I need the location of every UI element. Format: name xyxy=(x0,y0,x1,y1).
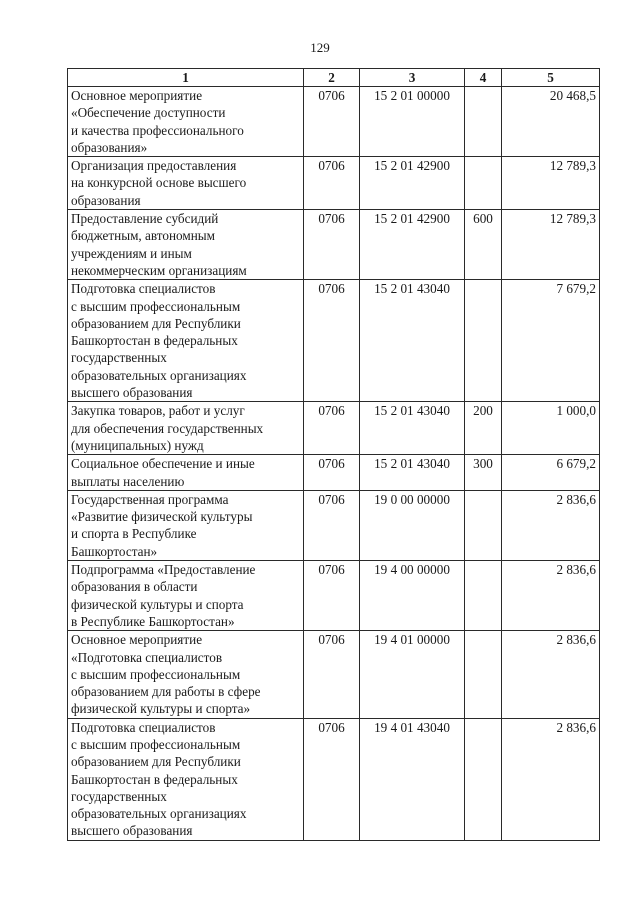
budget-table xyxy=(67,68,600,841)
row-name: Государственная программа «Развитие физической культуры и спорта в Республике Башкортостан» xyxy=(68,490,304,560)
row-name: Подготовка специалистов с высшим профессиональным образованием для Республики Башкортостан в федеральных государственных образовательных организациях высшего образования xyxy=(68,718,304,840)
row-amount: 2 836,6 xyxy=(502,718,600,840)
row-amount: 2 836,6 xyxy=(502,631,600,718)
row-amount: 2 836,6 xyxy=(502,561,600,631)
row-amount: 12 789,3 xyxy=(502,157,600,210)
row-code: 15 2 01 43040 xyxy=(360,455,465,491)
row-type: 300 xyxy=(465,455,502,491)
row-amount: 6 679,2 xyxy=(502,455,600,491)
table-row xyxy=(68,561,600,631)
row-code: 15 2 01 42900 xyxy=(360,157,465,210)
row-code: 15 2 01 43040 xyxy=(360,402,465,455)
row-section: 0706 xyxy=(304,490,360,560)
row-type xyxy=(465,718,502,840)
row-name: Организация предоставления на конкурсной основе высшего образования xyxy=(68,157,304,210)
row-amount: 7 679,2 xyxy=(502,280,600,402)
header-col-4: 4 xyxy=(465,69,502,87)
row-type xyxy=(465,490,502,560)
table-row xyxy=(68,280,600,402)
row-type: 600 xyxy=(465,210,502,280)
row-section: 0706 xyxy=(304,87,360,157)
row-section: 0706 xyxy=(304,631,360,718)
row-code: 19 4 00 00000 xyxy=(360,561,465,631)
row-code: 19 0 00 00000 xyxy=(360,490,465,560)
row-type xyxy=(465,280,502,402)
row-section: 0706 xyxy=(304,210,360,280)
row-name: Социальное обеспечение и иные выплаты населению xyxy=(68,455,304,491)
page-number: 129 xyxy=(310,40,330,55)
row-amount: 20 468,5 xyxy=(502,87,600,157)
table-row xyxy=(68,455,600,491)
row-type xyxy=(465,561,502,631)
table-row xyxy=(68,631,600,718)
header-col-1: 1 xyxy=(68,69,304,87)
row-amount: 12 789,3 xyxy=(502,210,600,280)
row-type xyxy=(465,157,502,210)
row-name: Подпрограмма «Предоставление образования в области физической культуры и спорта в Республике Башкортостан» xyxy=(68,561,304,631)
row-name: Основное мероприятие «Обеспечение доступности и качества профессионального образования» xyxy=(68,87,304,157)
row-code: 19 4 01 43040 xyxy=(360,718,465,840)
row-name: Предоставление субсидий бюджетным, автономным учреждениям и иным некоммерческим организациям xyxy=(68,210,304,280)
row-code: 15 2 01 42900 xyxy=(360,210,465,280)
row-name: Подготовка специалистов с высшим профессиональным образованием для Республики Башкортостан в федеральных государственных образовательных организациях высшего образования xyxy=(68,280,304,402)
table-row xyxy=(68,87,600,157)
row-name: Закупка товаров, работ и услуг для обеспечения государственных (муниципальных) нужд xyxy=(68,402,304,455)
table-row xyxy=(68,490,600,560)
row-code: 15 2 01 00000 xyxy=(360,87,465,157)
row-code: 19 4 01 00000 xyxy=(360,631,465,718)
row-code: 15 2 01 43040 xyxy=(360,280,465,402)
table-row xyxy=(68,402,600,455)
row-amount: 1 000,0 xyxy=(502,402,600,455)
row-section: 0706 xyxy=(304,402,360,455)
header-col-5: 5 xyxy=(502,69,600,87)
row-amount: 2 836,6 xyxy=(502,490,600,560)
table-header-row xyxy=(68,69,600,87)
header-col-2: 2 xyxy=(304,69,360,87)
row-type xyxy=(465,87,502,157)
row-section: 0706 xyxy=(304,157,360,210)
row-section: 0706 xyxy=(304,561,360,631)
row-type: 200 xyxy=(465,402,502,455)
row-section: 0706 xyxy=(304,718,360,840)
row-section: 0706 xyxy=(304,455,360,491)
row-type xyxy=(465,631,502,718)
row-section: 0706 xyxy=(304,280,360,402)
table-row xyxy=(68,210,600,280)
table-row xyxy=(68,718,600,840)
table-row xyxy=(68,157,600,210)
row-name: Основное мероприятие «Подготовка специалистов с высшим профессиональным образованием для работы в сфере физической культуры и спорта» xyxy=(68,631,304,718)
header-col-3: 3 xyxy=(360,69,465,87)
